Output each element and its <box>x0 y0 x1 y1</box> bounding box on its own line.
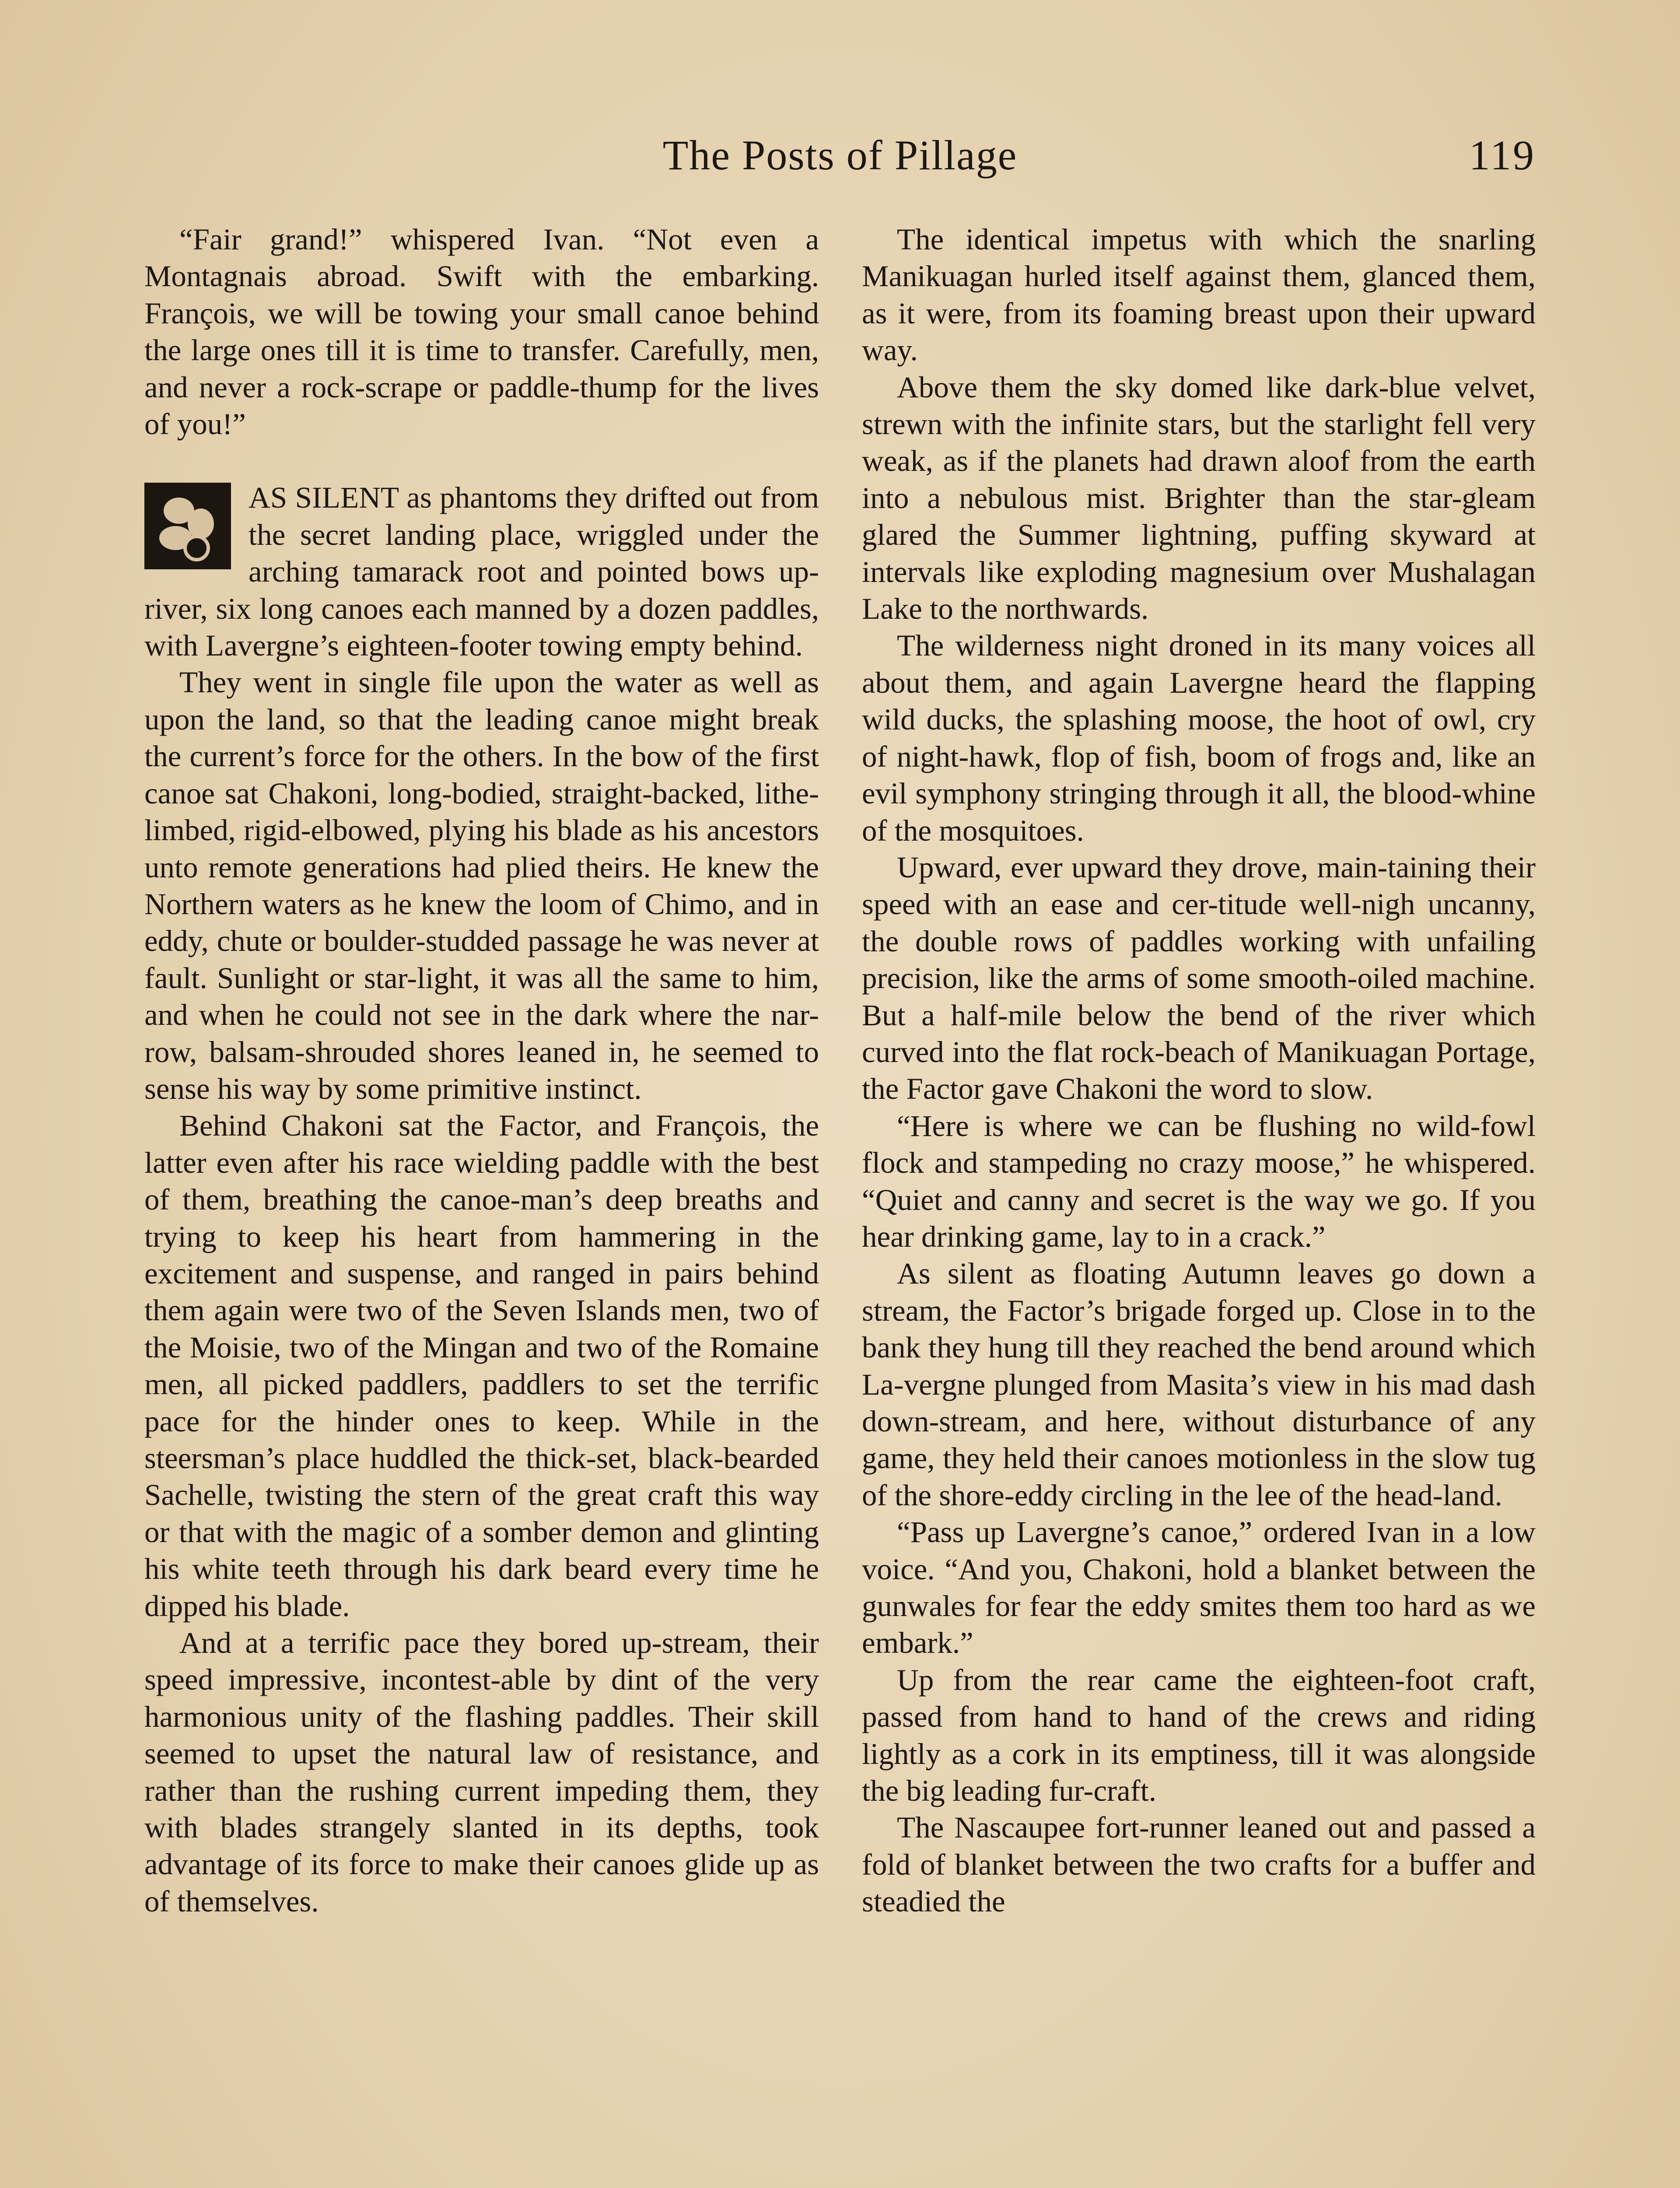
right-column <box>862 221 1536 1920</box>
page-number: 119 <box>1469 132 1536 179</box>
paragraph: The identical impetus with which the snarling Manikuagan hurled itself against them, glanced them, as it were, from its foaming breast upon their upward way. <box>862 223 1536 367</box>
floral-ornament-icon <box>144 483 231 569</box>
left-column <box>144 221 819 1920</box>
paragraph: And at a terrific pace they bored up-stream, their speed impressive, incontest-able by dint of the very harmonious unity of the flashing paddles. Their skill seemed to upset the natural law of resistance, and rather than the rushing current impeding them, they with blades strangely slanted in its depths, took advantage of its force to make their canoes glide up as of themselves. <box>144 1626 819 1918</box>
page-header <box>0 127 1680 184</box>
section-break <box>144 442 819 479</box>
running-title: The Posts of Pillage <box>662 132 1018 179</box>
paragraph: The Nascaupee fort-runner leaned out and passed a fold of blanket between the two crafts for a buffer and steadied the <box>862 1811 1536 1918</box>
paragraph: Upward, ever upward they drove, main-taining their speed with an ease and cer-titude well-nigh uncanny, the double rows of paddles working with unfailing precision, like the arms of some smooth-oiled machine. But a half-mile below the bend of the river which curved into the flat rock-beach of Manikuagan Portage, the Factor gave Chakoni the word to slow. <box>862 850 1536 1106</box>
paragraph: “Here is where we can be flushing no wild-fowl flock and stampeding no crazy moose,” he whispered. “Quiet and canny and secret is the way we go. If you hear drinking game, lay to in a crack.” <box>862 1109 1536 1253</box>
paragraph: “Pass up Lavergne’s canoe,” ordered Ivan in a low voice. “And you, Chakoni, hold a blanket between the gunwales for fear the eddy smites them too hard as we embark.” <box>862 1515 1536 1660</box>
paragraph: “Fair grand!” whispered Ivan. “Not even a Montagnais abroad. Swift with the embarking. François, we will be towing your small canoe behind the large ones till it is time to transfer. Carefully, men, and never a rock-scrape or paddle-thump for the lives of you!” <box>144 223 819 441</box>
paragraph: AS SILENT as phantoms they drifted out from the secret landing place, wriggled under the arching tamarack root and pointed bows up-river, six long canoes each manned by a dozen paddles, with Lavergne’s eighteen-footer towing empty behind. <box>144 481 819 663</box>
paragraph: Up from the rear came the eighteen-foot craft, passed from hand to hand of the crews and riding lightly as a cork in its emptiness, till it was alongside the big leading fur-craft. <box>862 1663 1536 1808</box>
paragraph: Above them the sky domed like dark-blue velvet, strewn with the infinite stars, but the starlight fell very weak, as if the planets had drawn aloof from the earth into a nebulous mist. Brighter than the star-gleam glared the Summer lightning, puffing skyward at intervals like exploding magnesium over Mushalagan Lake to the northwards. <box>862 370 1536 626</box>
paragraph: They went in single file upon the water as well as upon the land, so that the leading canoe might break the current’s force for the others. In the bow of the first canoe sat Chakoni, long-bodied, straight-backed, lithe-limbed, rigid-elbowed, plying his blade as his ancestors unto remote generations had plied theirs. He knew the Northern waters as he knew the loom of Chimo, and in eddy, chute or boulder-studded passage he was never at fault. Sunlight or star-light, it was all the same to him, and when he could not see in the dark where the nar-row, balsam-shrouded shores leaned in, he seemed to sense his way by some primitive instinct. <box>144 666 819 1105</box>
paragraph: The wilderness night droned in its many voices all about them, and again Lavergne heard the flapping wild ducks, the splashing moose, the hoot of owl, cry of night-hawk, flop of fish, boom of frogs and, like an evil symphony stringing through it all, the blood-whine of the mosquitoes. <box>862 629 1536 847</box>
section-opening <box>144 479 819 664</box>
paragraph: As silent as floating Autumn leaves go down a stream, the Factor’s brigade forged up. Close in to the bank they hung till they reached the bend around which La-vergne plunged from Masita’s view in his mad dash down-stream, and here, without disturbance of any game, they held their canoes motionless in the slow tug of the shore-eddy circling in the lee of the head-land. <box>862 1257 1536 1512</box>
paragraph: Behind Chakoni sat the Factor, and François, the latter even after his race wielding paddle with the best of them, breathing the canoe-man’s deep breaths and trying to keep his heart from hammering in the excitement and suspense, and ranged in pairs behind them again were two of the Seven Islands men, two of the Moisie, two of the Mingan and two of the Romaine men, all picked paddlers, paddlers to set the terrific pace for the hinder ones to keep. While in the steersman’s place huddled the thick-set, black-bearded Sachelle, twisting the stern of the great craft this way or that with the magic of a somber demon and glinting his white teeth through his dark beard every time he dipped his blade. <box>144 1109 819 1623</box>
